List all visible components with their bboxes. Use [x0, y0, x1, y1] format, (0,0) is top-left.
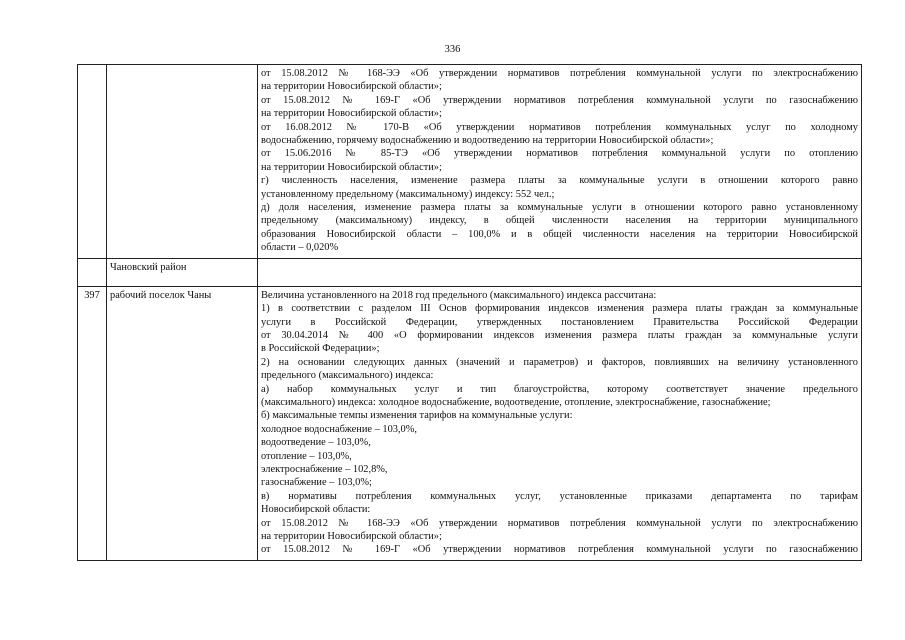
text-line: 2) на основании следующих данных (значений и параметров) и факторов, повлиявших на величину установленного — [261, 356, 858, 368]
text-line: услуги в Российской Федерации, утвержденных постановлением Правительства Российской Федерации — [261, 316, 858, 328]
text-line: на территории Новосибирской области»; — [261, 108, 442, 120]
text-line: от 15.08.2012 № 168-ЭЭ «Об утверждении нормативов потребления коммунальной услуги по электроснабжению — [261, 68, 858, 79]
text-line: предельному (максимальному) индексу, в общей численности населения на территории муниципального — [261, 215, 858, 227]
text-line: предельного (максимального) индекса: — [261, 370, 434, 382]
text-line: водоснабжению, горячему водоснабжению и водоотведению на территории Новосибирской области»; — [261, 135, 714, 147]
text-line: от 15.08.2012 № 169-Г «Об утверждении нормативов потребления коммунальной услуги по газоснабжению — [261, 544, 858, 556]
text-line: от 16.08.2012 № 170-В «Об утверждении нормативов потребления коммунальных услуг по холодному — [261, 121, 858, 133]
text-line: образования Новосибирской области – 100,0% и в общей численности населения на территории Новосибирской — [261, 228, 858, 240]
page-number: 336 — [444, 44, 461, 55]
text-line: водоотведение – 103,0%, — [261, 437, 371, 449]
text-line: г) численность населения, изменение размера платы за коммунальные услуги в отношении которого равно — [261, 175, 858, 187]
text-line: от 15.08.2012 № 168-ЭЭ «Об утверждении нормативов потребления коммунальной услуги по электроснабжению — [261, 517, 858, 529]
text-line: от 15.08.2012 № 169-Г «Об утверждении нормативов потребления коммунальной услуги по газоснабжению — [261, 94, 858, 106]
district-name-cell: Чановский район — [107, 258, 258, 286]
text-line: на территории Новосибирской области»; — [261, 81, 442, 93]
text-line: Новосибирской области: — [261, 504, 371, 516]
text-line: электроснабжение – 102,8%, — [261, 463, 388, 475]
document-table — [77, 64, 862, 561]
text-line: в) нормативы потребления коммунальных услуг, установленные приказами департамента по тарифам — [261, 490, 858, 502]
text-line: области – 0,020% — [261, 242, 339, 254]
text-line: в Российской Федерации»; — [261, 343, 380, 355]
text-line: на территории Новосибирской области»; — [261, 531, 442, 542]
text-line: 1) в соответствии с разделом III Основ формирования индексов изменения размера платы граждан за коммунальные — [261, 303, 858, 315]
text-line: д) доля населения, изменение размера платы за коммунальные услуги в отношении которого равно установленному — [261, 202, 858, 214]
text-line: газоснабжение – 103,0%; — [261, 477, 372, 489]
description-cell — [258, 286, 862, 560]
text-line: (максимального) индекса: холодное водоснабжение, водоотведение, отопление, электроснабжение, газоснабжение; — [261, 396, 771, 408]
text-line: от 15.06.2016 № 85-ТЭ «Об утверждении нормативов потребления коммунальной услуги по отоплению — [261, 148, 858, 160]
table-row — [78, 65, 862, 259]
table-row — [78, 286, 862, 560]
description-cell — [258, 258, 862, 286]
text-line: Величина установленного на 2018 год предельного (максимального) индекса рассчитана: — [261, 289, 657, 301]
text-line: отопление – 103,0%, — [261, 450, 352, 462]
row-number-cell: 397 — [78, 286, 107, 560]
text-line: холодное водоснабжение – 103,0%, — [261, 423, 418, 435]
text-line: от 30.04.2014 № 400 «О формировании индексов изменения размера платы граждан за коммунальные услуги — [261, 329, 858, 341]
text-line: на территории Новосибирской области»; — [261, 161, 442, 173]
table-row-district — [78, 258, 862, 286]
row-number-cell — [78, 258, 107, 286]
settlement-name-cell — [107, 65, 258, 259]
description-cell — [258, 65, 862, 259]
settlement-name-cell: рабочий поселок Чаны — [107, 286, 258, 560]
row-number-cell — [78, 65, 107, 259]
text-line: а) набор коммунальных услуг и тип благоустройства, которому соответствует значение предельного — [261, 383, 858, 395]
text-line: б) максимальные темпы изменения тарифов на коммунальные услуги: — [261, 410, 573, 422]
text-line: установленному предельному (максимальному) индексу: 552 чел.; — [261, 188, 555, 200]
